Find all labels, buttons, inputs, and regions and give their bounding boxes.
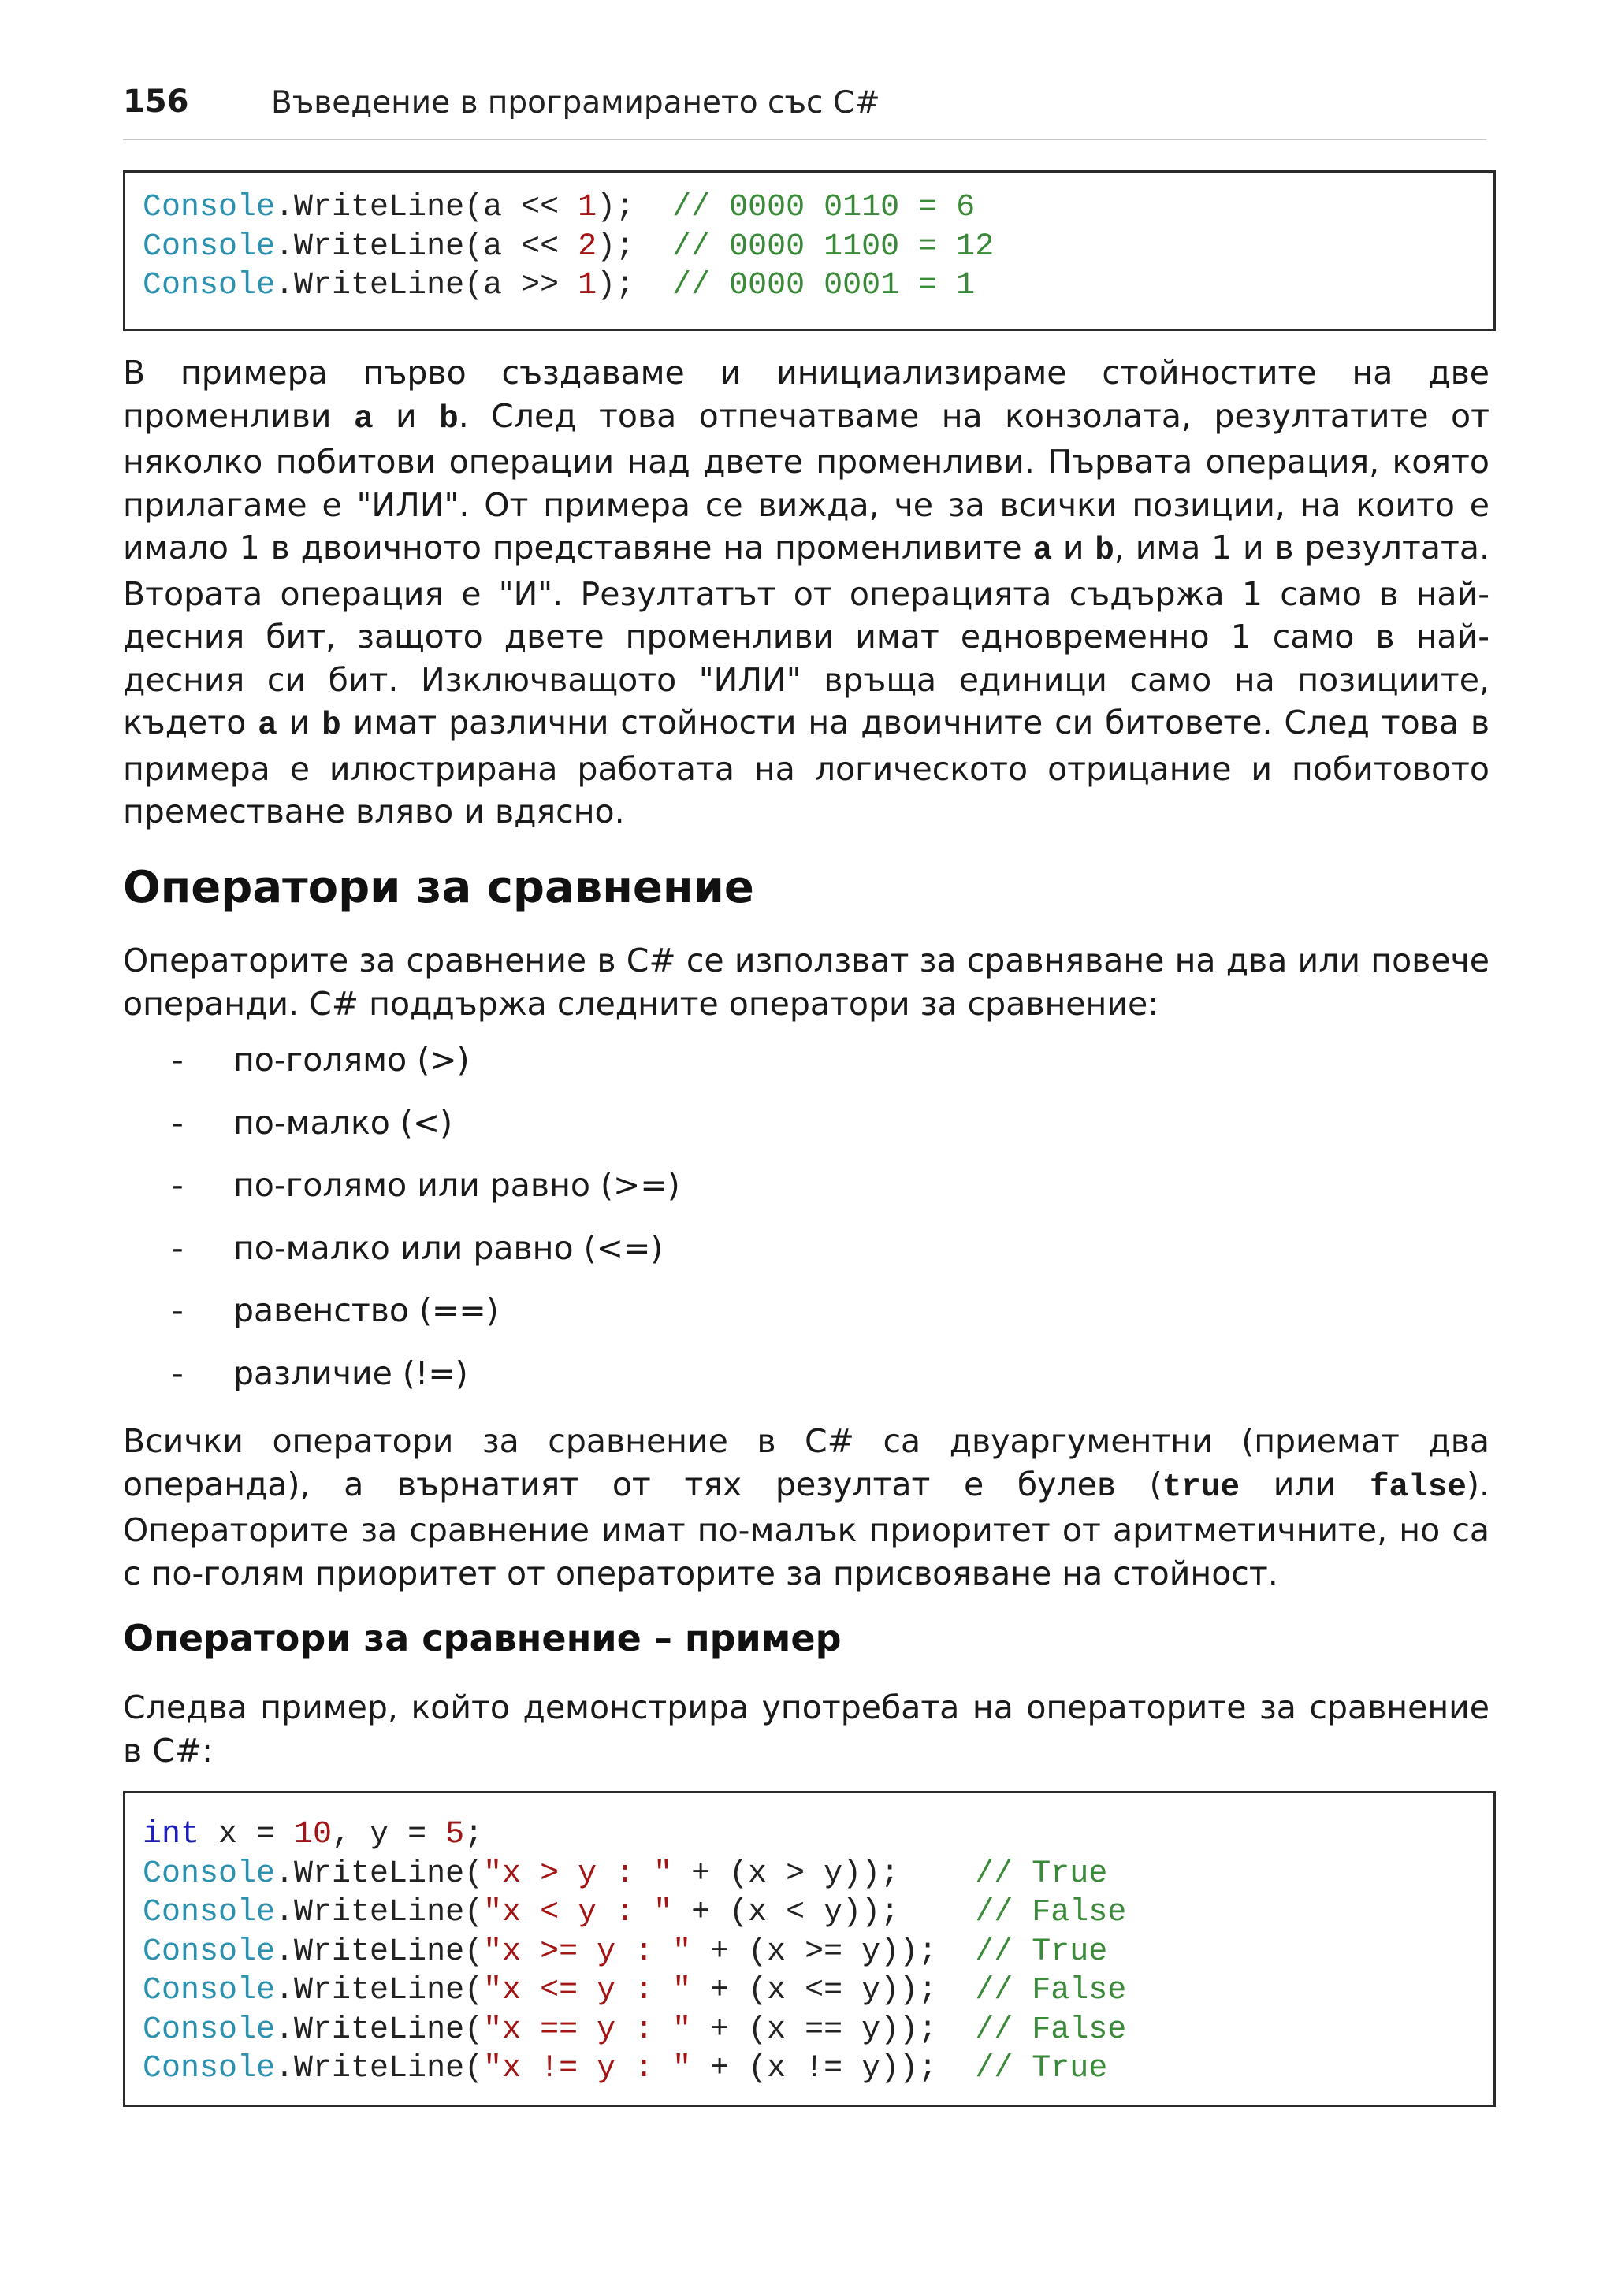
code-comment-token: // True xyxy=(975,2051,1108,2086)
code-line xyxy=(143,1933,1493,1972)
comparison-operator-list xyxy=(123,1038,1463,1414)
code-listing xyxy=(143,188,1493,306)
code-number-token: 5 xyxy=(445,1817,465,1852)
list-item xyxy=(123,1227,1463,1290)
list-item-text: равенство (==) xyxy=(233,1291,499,1329)
list-item-text: по-малко (<) xyxy=(233,1103,453,1142)
list-item xyxy=(123,1164,1463,1227)
code-text-token: + (x != y)); xyxy=(691,2051,976,2086)
code-type-token: Console xyxy=(143,2051,276,2086)
page-header xyxy=(123,79,1486,142)
list-item-text: по-малко или равно (<=) xyxy=(233,1228,664,1267)
code-string-token: "x >= y : " xyxy=(483,1934,692,1970)
code-text-token: .WriteLine( xyxy=(275,1856,484,1892)
code-text-token: .WriteLine(a >> xyxy=(275,268,578,303)
code-number-token: 1 xyxy=(578,190,597,225)
code-text-token: x = xyxy=(199,1817,295,1852)
inline-code: a xyxy=(353,400,374,437)
subsection-heading: Оператори за сравнение – пример xyxy=(123,1617,842,1659)
code-type-token: Console xyxy=(143,228,276,265)
code-line xyxy=(143,1815,1493,1855)
code-text-token: + (x > y)); xyxy=(672,1856,976,1892)
list-item-text: различие (!=) xyxy=(233,1354,468,1392)
code-text-token: ); xyxy=(597,228,673,265)
code-type-token: Console xyxy=(143,1973,276,2008)
inline-code: false xyxy=(1369,1469,1467,1506)
code-block-bitwise xyxy=(123,170,1496,331)
code-text-token: + (x < y)); xyxy=(672,1895,976,1930)
inline-code: a xyxy=(1032,533,1053,569)
code-comment-token: // True xyxy=(975,1856,1108,1892)
list-item xyxy=(123,1352,1463,1415)
code-text-token: ; xyxy=(464,1817,484,1852)
code-type-token: Console xyxy=(143,1856,276,1892)
code-text-token: .WriteLine( xyxy=(275,1895,484,1930)
code-text-token: .WriteLine( xyxy=(275,2051,484,2086)
running-title: Въведение в програмирането със C# xyxy=(271,85,880,121)
list-item xyxy=(123,1102,1463,1165)
list-bullet: - xyxy=(172,1228,184,1267)
code-text-token: + (x == y)); xyxy=(691,2012,976,2048)
code-comment-token: // False xyxy=(975,2012,1127,2048)
code-type-token: Console xyxy=(143,268,276,303)
code-string-token: "x <= y : " xyxy=(483,1973,692,2008)
code-text-token: .WriteLine(a << xyxy=(275,228,578,265)
code-text-token: , y = xyxy=(332,1817,446,1852)
list-bullet: - xyxy=(172,1354,184,1392)
code-line xyxy=(143,2011,1493,2050)
code-comment-token: // 0000 1100 = 12 xyxy=(672,228,995,265)
inline-code: true xyxy=(1162,1469,1240,1506)
paragraph-comparison-intro: Операторите за сравнение в C# се използват за сравняване на два или повече операнди. C# поддържа следните оператори за сравнение: xyxy=(123,942,1489,1023)
code-text-token: ); xyxy=(597,268,673,303)
code-keyword-token: int xyxy=(143,1817,200,1852)
list-bullet: - xyxy=(172,1041,184,1079)
paragraph-example-intro: Следва пример, който демонстрира употребата на операторите за сравнение в C#: xyxy=(123,1689,1489,1770)
page-number: 156 xyxy=(123,84,189,120)
code-line xyxy=(143,1971,1493,2011)
code-block-comparison xyxy=(123,1791,1496,2107)
section-heading: Оператори за сравнение xyxy=(123,862,754,913)
code-number-token: 2 xyxy=(578,228,597,265)
code-text-token: .WriteLine( xyxy=(275,1934,484,1970)
code-text-token: + (x >= y)); xyxy=(691,1934,976,1970)
code-type-token: Console xyxy=(143,190,276,225)
code-string-token: "x != y : " xyxy=(483,2051,692,2086)
code-number-token: 10 xyxy=(294,1817,333,1852)
list-bullet: - xyxy=(172,1291,184,1329)
code-type-token: Console xyxy=(143,1895,276,1930)
header-rule xyxy=(123,139,1486,140)
code-comment-token: // False xyxy=(975,1895,1127,1930)
code-comment-token: // False xyxy=(975,1973,1127,2008)
code-line xyxy=(143,2049,1493,2089)
code-string-token: "x < y : " xyxy=(483,1895,673,1930)
code-line xyxy=(143,188,1493,228)
code-line xyxy=(143,228,1493,267)
list-item xyxy=(123,1038,1463,1102)
inline-code: b xyxy=(439,400,459,437)
code-text-token: .WriteLine( xyxy=(275,2012,484,2048)
code-line xyxy=(143,1893,1493,1933)
code-type-token: Console xyxy=(143,2012,276,2048)
inline-code: b xyxy=(322,708,341,744)
list-item xyxy=(123,1289,1463,1352)
inline-code: b xyxy=(1095,533,1114,569)
code-comment-token: // 0000 0001 = 1 xyxy=(672,268,976,303)
code-line xyxy=(143,1855,1493,1894)
code-comment-token: // 0000 0110 = 6 xyxy=(672,190,976,225)
paragraph-comparison-details: Всички оператори за сравнение в C# са двуаргументни (приемат два операнда), а върнатият от тях резултат е булев (true или false). Операторите за сравнение имат по-малък приоритет от аритметичните, но са с по-голям приоритет от операторите за присвояване на стойност. xyxy=(123,1422,1489,1592)
code-number-token: 1 xyxy=(578,268,597,303)
code-comment-token: // True xyxy=(975,1934,1108,1970)
code-text-token: ); xyxy=(597,190,673,225)
code-string-token: "x > y : " xyxy=(483,1856,673,1892)
code-listing xyxy=(143,1815,1493,2089)
code-line xyxy=(143,266,1493,306)
inline-code: a xyxy=(258,708,277,744)
list-item-text: по-голямо или равно (>=) xyxy=(233,1166,680,1204)
code-text-token: .WriteLine(a << xyxy=(275,190,578,225)
paragraph-bitwise-explanation: В примера първо създаваме и инициализираме стойностите на две променливи a и b. След това отпечатваме на конзолата, резултатите от няколко побитови операции над двете променливи. Първата операция, която прилагаме е "ИЛИ". От примера се вижда, че за всички позиции, на които е имало 1 в двоичното представяне на променливите a и b, има 1 и в резултата. Втората операция е "И". Резултатът от операцията съдържа 1 само в най-десния бит, защото двете променливи имат едновременно 1 само в най-десния си бит. Изключващото "ИЛИ" връща единици само на позициите, където a и b имат различни стойности на двоичните си битовете. След това в примера е илюстрирана работата на логическото отрицание и побитовото преместване вляво и вдясно. xyxy=(123,354,1489,830)
code-text-token: + (x <= y)); xyxy=(691,1973,976,2008)
code-type-token: Console xyxy=(143,1934,276,1970)
code-string-token: "x == y : " xyxy=(483,2012,692,2048)
list-item-text: по-голямо (>) xyxy=(233,1041,470,1079)
list-bullet: - xyxy=(172,1103,184,1142)
list-bullet: - xyxy=(172,1166,184,1204)
code-text-token: .WriteLine( xyxy=(275,1973,484,2008)
